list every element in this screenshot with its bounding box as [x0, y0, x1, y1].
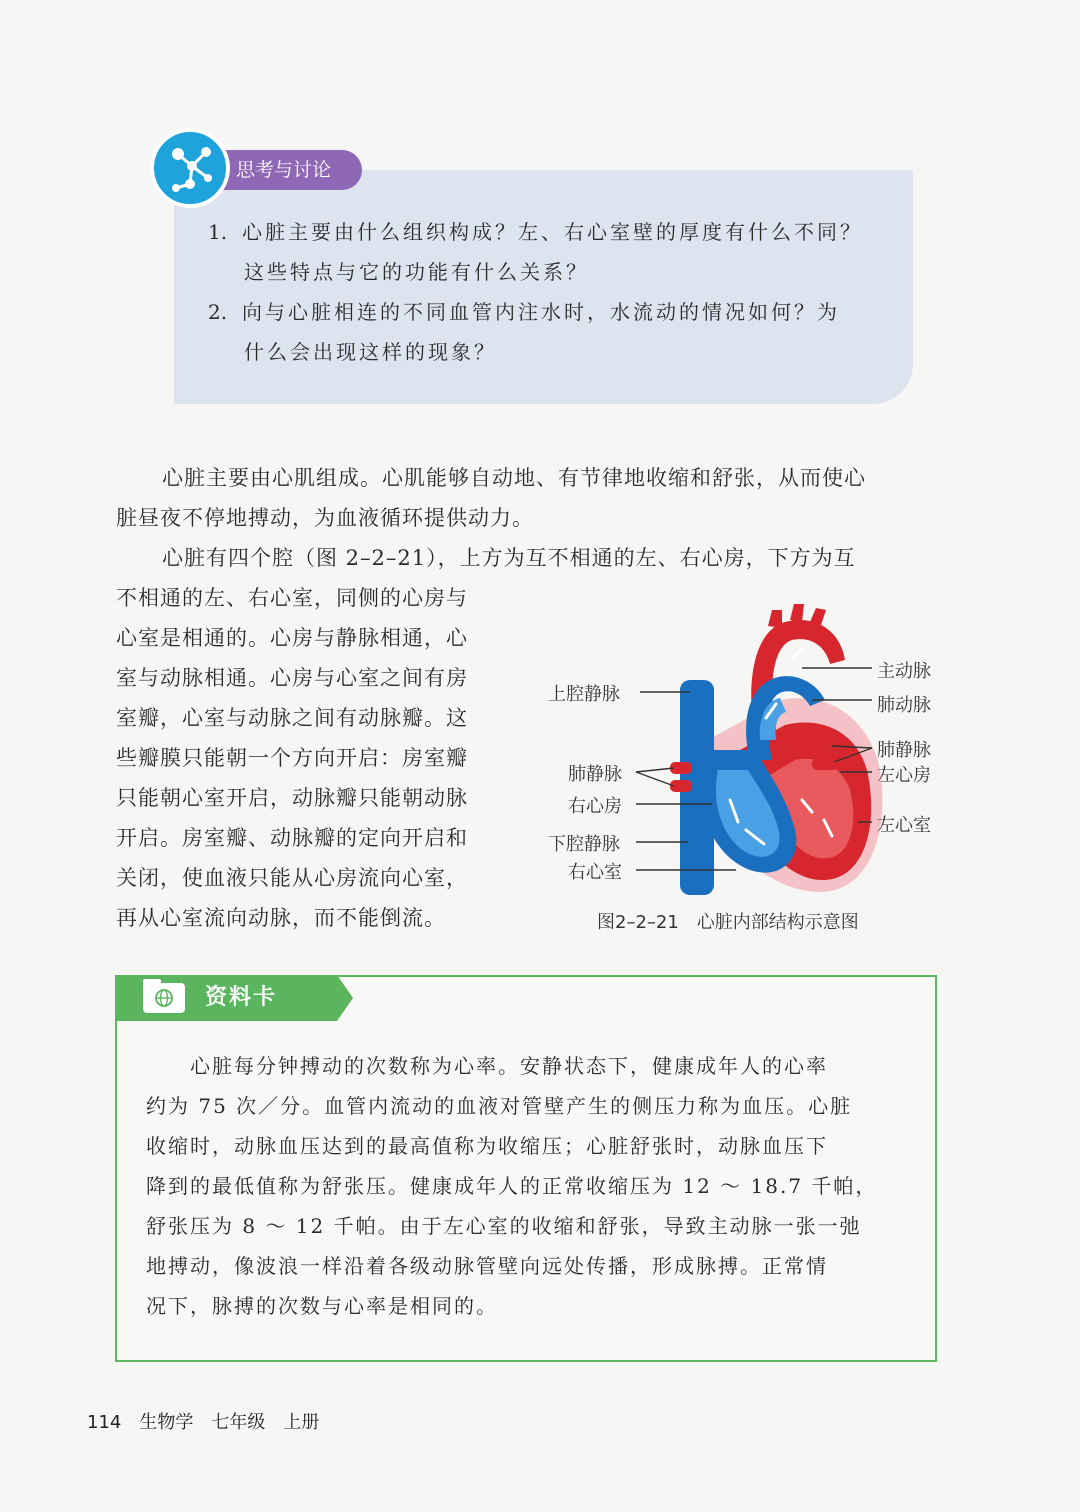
figure-caption: 图2–2–21 心脏内部结构示意图 — [597, 912, 859, 933]
info-card-title: 资料卡 — [205, 985, 278, 1010]
page-number: 114 — [87, 1412, 122, 1433]
globe-icon — [154, 988, 174, 1008]
label-pulmonary-vein-left: 肺静脉 — [568, 764, 622, 785]
subject: 生物学 — [139, 1412, 194, 1433]
label-superior-vena-cava: 上腔静脉 — [548, 684, 620, 705]
label-right-atrium: 右心房 — [568, 796, 622, 817]
info-card-text: 心脏每分钟搏动的次数称为心率。安静状态下，健康成年人的心率 约为 75 次／分。血管内流动的血液对管壁产生的侧压力称为血压。心脏 收缩时，动脉血压达到的最高值称为收缩压；心脏舒张时，动脉血压下 降到的最低值称为舒张压。健康成年人的正常收缩压为 12 ～ 18.7 千帕， 舒张压为 8 ～ 12 千帕。由于左心室的收缩和舒张，导致主动脉一张一弛 地搏动，像波浪一样沿着各级动脉管壁向远处传播，形成脉搏。正常情 况下，脉搏的次数与心率是相同的。 — [146, 1054, 878, 1318]
info-card-tab — [115, 975, 353, 1021]
molecule-icon — [150, 128, 230, 208]
label-pulmonary-artery: 肺动脉 — [877, 695, 931, 716]
paragraph-1: 心脏主要由心肌组成。心肌能够自动地、有节律地收缩和舒张，从而使心 脏昼夜不停地搏动，为血液循环提供动力。 — [116, 466, 866, 530]
question-2: 2. 向与心脏相连的不同血管内注水时，水流动的情况如何？为 什么会出现这样的现象？ — [208, 300, 840, 364]
grade: 七年级 — [211, 1412, 266, 1433]
label-left-ventricle: 左心室 — [877, 815, 931, 836]
label-inferior-vena-cava: 下腔静脉 — [548, 834, 620, 855]
label-pulmonary-vein-right: 肺静脉 — [877, 740, 931, 761]
label-right-ventricle: 右心室 — [568, 862, 622, 883]
question-1: 1. 心脏主要由什么组织构成？左、右心室壁的厚度有什么不同？ 这些特点与它的功能有什么关系？ — [208, 220, 863, 284]
label-left-atrium: 左心房 — [877, 765, 931, 786]
heart-diagram — [540, 600, 950, 900]
think-discuss-title: 思考与讨论 — [200, 150, 362, 190]
volume: 上册 — [283, 1412, 320, 1433]
page-footer — [87, 1408, 337, 1434]
paragraph-2: 心脏有四个腔（图 2–2–21），上方为互不相通的左、右心房，下方为互 不相通的左、右心室，同侧的心房与 心室是相通的。心房与静脉相通，心 室与动脉相通。心房与心室之间有房 室瓣，心室与动脉之间有动脉瓣。这 些瓣膜只能朝一个方向开启：房室瓣 只能朝心室开启，动脉瓣只能朝动脉 开启。房室瓣、动脉瓣的定向开启和 关闭，使血液只能从心房流向心室， 再从心室流向动脉，而不能倒流。 — [116, 546, 856, 930]
label-aorta: 主动脉 — [877, 661, 931, 682]
